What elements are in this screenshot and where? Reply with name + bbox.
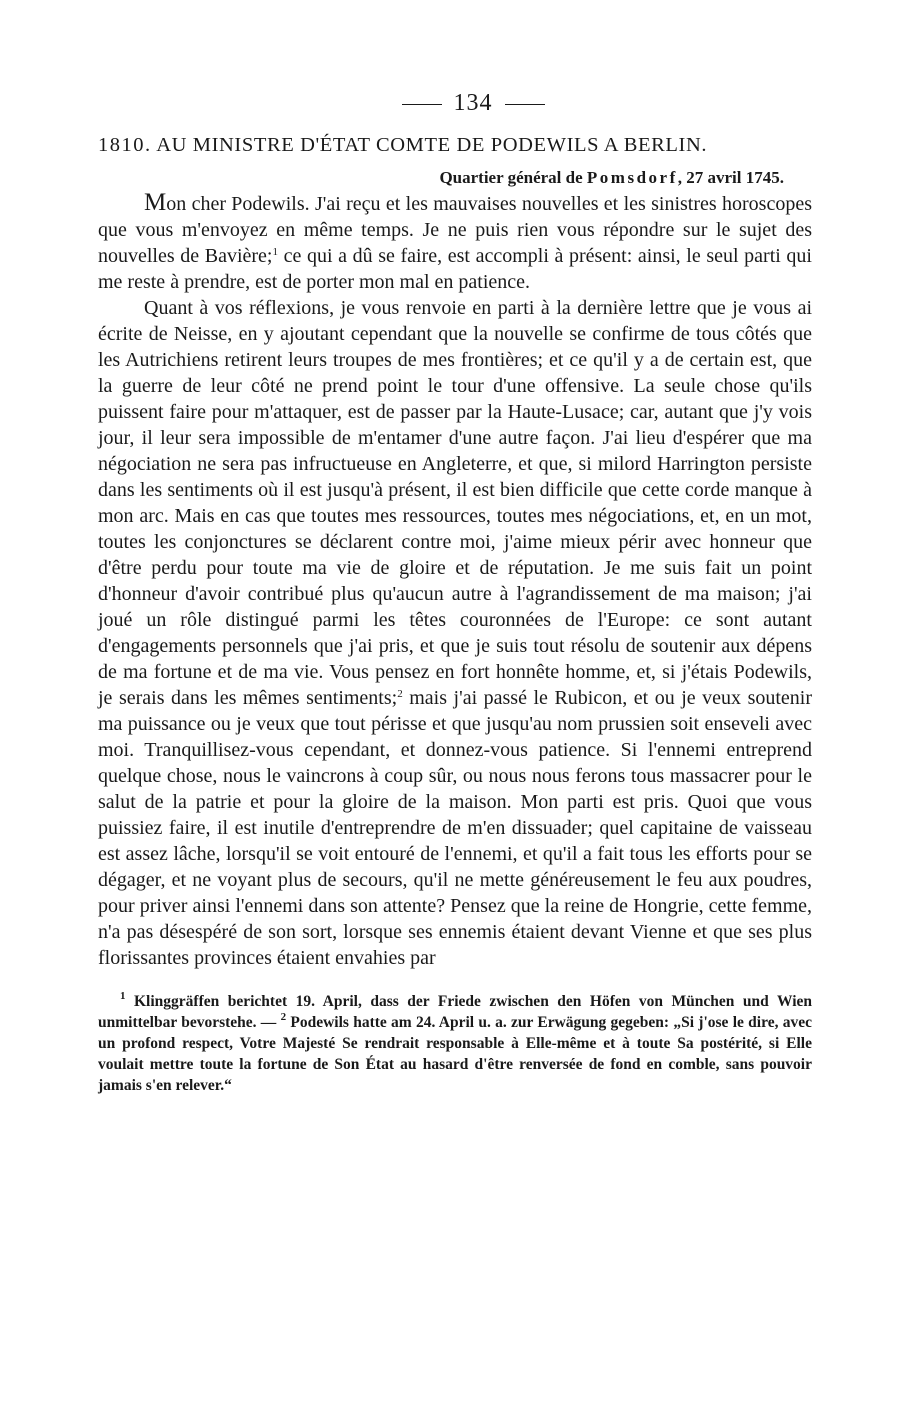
dateline-place: Pomsdorf [586,168,678,187]
document-page [98,88,812,1096]
paragraph-2 [98,295,812,971]
paragraph-1 [98,190,812,295]
left-dash [402,104,442,105]
paragraph-1-text-a: on cher Podewils. J'ai reçu et les mauvaises nouvelles et les sinistres horoscopes que vous m'envoyez en même temps. Je ne puis rien vous répondre sur le sujet des nouvelles de Bavière; [98,193,812,267]
footnote-mark-1: 1 [120,990,126,1002]
footnotes [98,991,812,1096]
paragraph-2-text-b: mais j'ai passé le Rubicon, et ou je veux soutenir ma puissance ou je veux que tout périsse et que jusqu'au nom prussien soit enseveli avec moi. Tranquillisez-vous cependant, et donnez-vous patience. Si l'ennemi entreprend quelque chose, nous le vaincrons à coup sûr, ou nous nous ferons tous massacrer pour le salut de la patrie et pour la gloire de la maison. Mon parti est pris. Quoi que vous puissiez faire, il est inutile d'entreprendre de m'en dissuader; quel capitaine de vaisseau est assez lâche, lorsqu'il se voit entouré de l'ennemi, et qu'il a fait tous les efforts pour se dégager, et ne voyant plus de secours, qu'il ne mette généreusement le feu aux poudres, pour priver ainsi l'ennemi dans son attente? Pensez que la reine de Hongrie, cette femme, n'a pas désespéré de son sort, lorsque ses ennemis étaient devant Vienne et que ses plus florissantes provinces étaient envahies par [98,687,812,969]
right-dash [505,104,545,105]
footnote-ref-1: 1 [272,246,278,258]
footnote-ref-2: 2 [397,688,403,700]
page-number: 134 [453,90,493,116]
footnote-2-text: Podewils hatte am 24. April u. a. zur Erwägung gegeben: „Si j'ose le dire, avec un profond respect, Votre Majesté Se rendrait responsable à Elle-même et à toute Sa postérité, si Elle voulait mettre toute la fortune de Son État au hasard d'être renversée de fond en comble, sans pouvoir jamais s'en relever.“ [98,1014,812,1094]
dateline [98,168,812,188]
page-number-line [134,88,812,118]
footnote-block [98,991,812,1096]
dateline-date: , 27 avril 1745. [677,168,784,187]
letter-title: AU MINISTRE D'ÉTAT COMTE DE PODEWILS A BERLIN. [156,134,708,156]
letter-number: 1810. [98,134,152,156]
footnote-1-text: Klinggräffen berichtet 19. April, dass der Friede zwischen den Höfen von München und Wien unmittelbar bevorstehe. — [98,993,812,1031]
letter-heading [98,132,812,158]
drop-cap: M [144,189,167,216]
letter-body [98,190,812,971]
footnote-mark-2: 2 [280,1011,287,1023]
dateline-prefix: Quartier général de [439,168,583,187]
paragraph-1-text-b: ce qui a dû se faire, est accompli à présent: ainsi, le seul parti qui me reste à prendre, est de porter mon mal en patience. [98,245,812,293]
paragraph-2-text-a: Quant à vos réflexions, je vous renvoie en parti à la dernière lettre que je vous ai écrite de Neisse, en y ajoutant cependant que la nouvelle se confirme de tous côtés que les Autrichiens retirent leurs troupes de mes frontières; et ce qu'il y a de certain est, que la guerre de leur côté ne prend point le tour d'une offensive. La seule chose qu'ils puissent faire pour m'attaquer, est de passer par la Haute-Lusace; car, autant que j'y vois jour, il leur sera impossible de m'entamer d'une autre façon. J'ai lieu d'espérer que ma négociation ne sera pas infructueuse en Angleterre, et que, si milord Harrington persiste dans les sentiments où il est jusqu'à présent, il est bien difficile que cette corde manque à mon arc. Mais en cas que toutes mes ressources, toutes mes négociations, et, en un mot, toutes les conjonctures se déclarent contre moi, j'aime mieux périr avec honneur que d'être perdu pour toute ma vie de gloire et de réputation. Je me suis fait un point d'honneur d'avoir contribué plus qu'aucun autre à l'agrandissement de ma maison; j'ai joué un rôle distingué parmi les têtes couronnées de l'Europe: ce sont autant d'engagements personnels que j'ai pris, et que je suis tout résolu de soutenir aux dépens de ma fortune et de ma vie. Vous pensez en fort honnête homme, et, si j'étais Podewils, je serais dans les mêmes sentiments; [98,297,812,709]
